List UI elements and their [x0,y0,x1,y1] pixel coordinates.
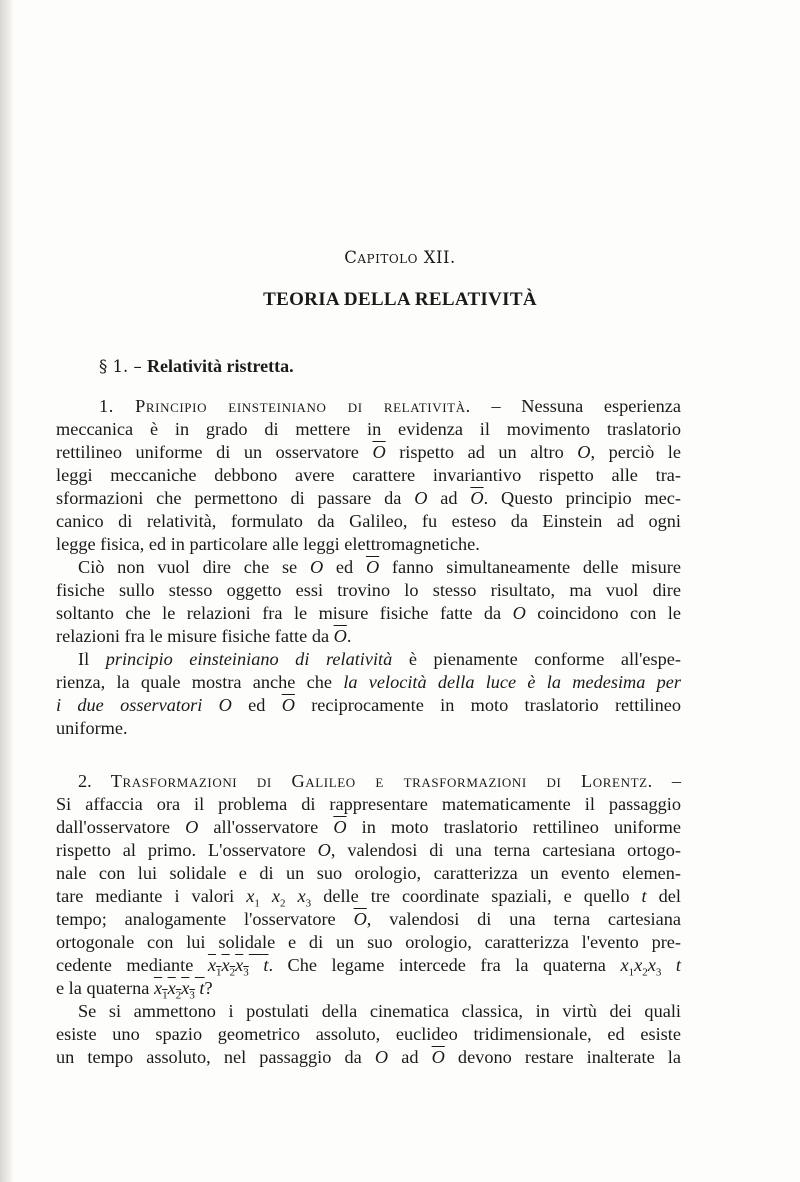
symbol-x: x [153,978,163,998]
text-line: fisiche sullo stesso oggetto essi trovino lo stesso risultato, ma vuol dire [56,580,681,600]
scan-shadow [0,0,14,1182]
text-line: nale con lui solidale e di un suo orologio, caratterizza un evento elemen- [56,863,681,883]
subscript: 1 [162,989,168,1002]
symbol-o-bar: $\overline{O}$ [372,442,386,462]
subscript: 1 [216,966,222,979]
text-span: , valendosi di una terna cartesiana ortogo- [330,840,681,860]
text-span: coincidono con le [537,603,681,623]
text-span: tare mediante i valori [56,886,235,906]
symbol-x: x [620,955,629,975]
symbol-o: O [317,840,331,860]
text-span: cedente mediante [56,955,194,975]
chapter-number: XII. [423,248,456,267]
symbol-o: O [374,1047,389,1067]
text-line: esiste uno spazio geometrico assoluto, euclideo tridimensionale, ed esiste [56,1024,681,1044]
italic-span: i due osservatori [56,695,203,715]
text-span: devono restare inalterate la [457,1047,681,1067]
symbol-x: x [271,886,281,906]
text-span: . Che legame intercede fra la quaterna [268,955,606,975]
symbol-o-bar: $\overline{O}$ [365,557,380,577]
text-span: , valendosi di una terna cartesiana [366,909,682,929]
chapter-title: TEORIA DELLA RELATIVITÀ [263,289,537,310]
symbol-x: x [167,978,176,998]
text-line: legge fisica, ed in particolare alle leggi elettromagnetiche. [56,534,480,554]
symbol-o: O [218,695,232,715]
text-span: Lorentz. [581,771,653,791]
text-span: . [346,626,352,646]
text-span: relazioni fra le misure fisiche fatte da [56,626,330,646]
math-xbar-t [207,955,269,979]
text-line [56,816,681,839]
text-line: ortogonale con lui solidale e di un suo orologio, caratterizza l'evento pre- [56,932,681,952]
text-span: rispetto ad un altro [399,442,564,462]
text-line [99,395,681,418]
math-x1x2x3 [246,886,312,910]
symbol-o: O [414,488,428,508]
text-line: uniforme. [56,718,128,738]
text-span: ? [204,978,213,998]
text-span: ad [401,1047,419,1067]
subsection-heading [111,771,653,791]
symbol-x: x [647,955,656,975]
symbol-o-bar: $\overline{O}$ [470,488,484,508]
text-span: ad [440,488,458,508]
text-span: tempo; analogamente l'osservatore [56,909,336,929]
text-span: . Questo principio mec- [483,488,681,508]
symbol-t: t [675,955,681,975]
text-span: fanno simultaneamente delle misure [391,557,681,577]
text-line [56,602,681,625]
text-line [56,908,681,931]
symbol-o-bar: $\overline{O}$ [281,695,295,715]
subscript: 1 [628,966,635,979]
symbol-o-bar: $\overline{O}$ [333,626,347,646]
symbol-x: x [246,886,255,906]
symbol-o: O [309,557,324,577]
symbol-t: t [263,955,269,975]
chapter-word: Capitolo [344,248,418,267]
text-span: e la quaterna [56,978,150,998]
text-span: , perciò le [590,442,681,462]
chapter-heading [0,248,800,267]
text-span: rienza, la quale mostra anche che [56,672,333,692]
text-line [56,694,681,717]
text-span: in moto traslatorio rettilineo uniforme [361,817,681,837]
text-span: del [658,886,681,906]
text-span: e trasformazioni di [375,771,562,791]
text-span: ed [335,557,354,577]
text-span: reciprocamente in moto traslatorio rettilineo [311,695,681,715]
subscript: 3 [189,989,195,1002]
text-line [56,441,681,464]
text-line [56,625,351,648]
text-line [78,770,681,793]
text-line: Si affaccia ora il problema di rappresentare matematicamente il passaggio [56,794,681,814]
text-span: dall'osservatore [56,817,170,837]
italic-span: principio einsteiniano di relatività [105,649,393,669]
section-mark: § 1. – [99,357,142,376]
symbol-x: x [297,886,306,906]
text-span: all'osservatore [213,817,319,837]
text-span: un tempo assoluto, nel passaggio da [56,1047,362,1067]
subscript: 2 [175,989,182,1002]
symbol-t: t [641,886,647,906]
symbol-o: O [577,442,591,462]
text-line: Se si ammettono i postulati della cinematica classica, in virtù dei quali [78,1001,681,1021]
text-span: 2. [78,771,92,791]
subscript: 3 [243,966,249,979]
text-line [78,648,681,671]
section-title: Relatività ristretta. [146,356,294,376]
text-span: Ciò non vuol dire che se [78,557,298,577]
section-heading [99,356,294,377]
subscript: 2 [229,966,236,979]
subscript: 2 [280,897,286,910]
subscript: 3 [655,966,662,979]
symbol-o: O [512,603,526,623]
text-span: – [671,771,682,791]
italic-span: la velocità della luce è la medesima per [343,672,682,692]
text-span: rispetto al primo. L'osservatore [56,840,306,860]
text-line [78,556,681,579]
text-line [56,487,681,510]
symbol-o: O [185,817,199,837]
symbol-x: x [181,978,190,998]
symbol-x: x [207,955,217,975]
text-span: delle tre coordinate spaziali, e quello [323,886,630,906]
subscript: 3 [305,897,312,910]
text-span: rettilineo uniforme di un osservatore [56,442,359,462]
text-span: soltanto che le relazioni fra le misure fisiche fatte da [56,603,502,623]
text-line: canico di relatività, formulato da Galileo, fu esteso da Einstein ad ogni [56,511,681,531]
text-line [56,839,681,862]
text-span: ed [248,695,266,715]
text-line: leggi meccaniche debbono avere carattere invariantivo rispetto alle tra- [56,465,681,485]
subsection-heading: 1. Principio einsteiniano di relatività. [99,396,471,416]
symbol-x: x [235,955,244,975]
symbol-o-bar: $\overline{O}$ [431,1047,445,1067]
text-line: meccanica è in grado di mettere in evidenza il movimento traslatorio [56,419,681,439]
text-span: sformazioni che permettono di passare da [56,488,402,508]
math-xbar-t [153,978,205,1002]
math-x1x2x3t [620,955,681,979]
symbol-t: t [199,978,205,998]
text-line [56,1046,681,1069]
text-span: Galileo [291,771,356,791]
symbol-o-bar: $\overline{O}$ [353,909,367,929]
symbol-x: x [221,955,230,975]
text-span: Il [78,649,90,669]
text-span: – Nessuna esperienza [491,396,681,416]
symbol-x: x [634,955,643,975]
text-span: Trasformazioni di [110,771,272,791]
text-span: è pienamente conforme all'espe- [408,649,681,669]
subscript: 1 [254,897,260,910]
symbol-o-bar: $\overline{O}$ [333,817,347,837]
subscript: 2 [642,966,648,979]
text-line [56,671,681,694]
